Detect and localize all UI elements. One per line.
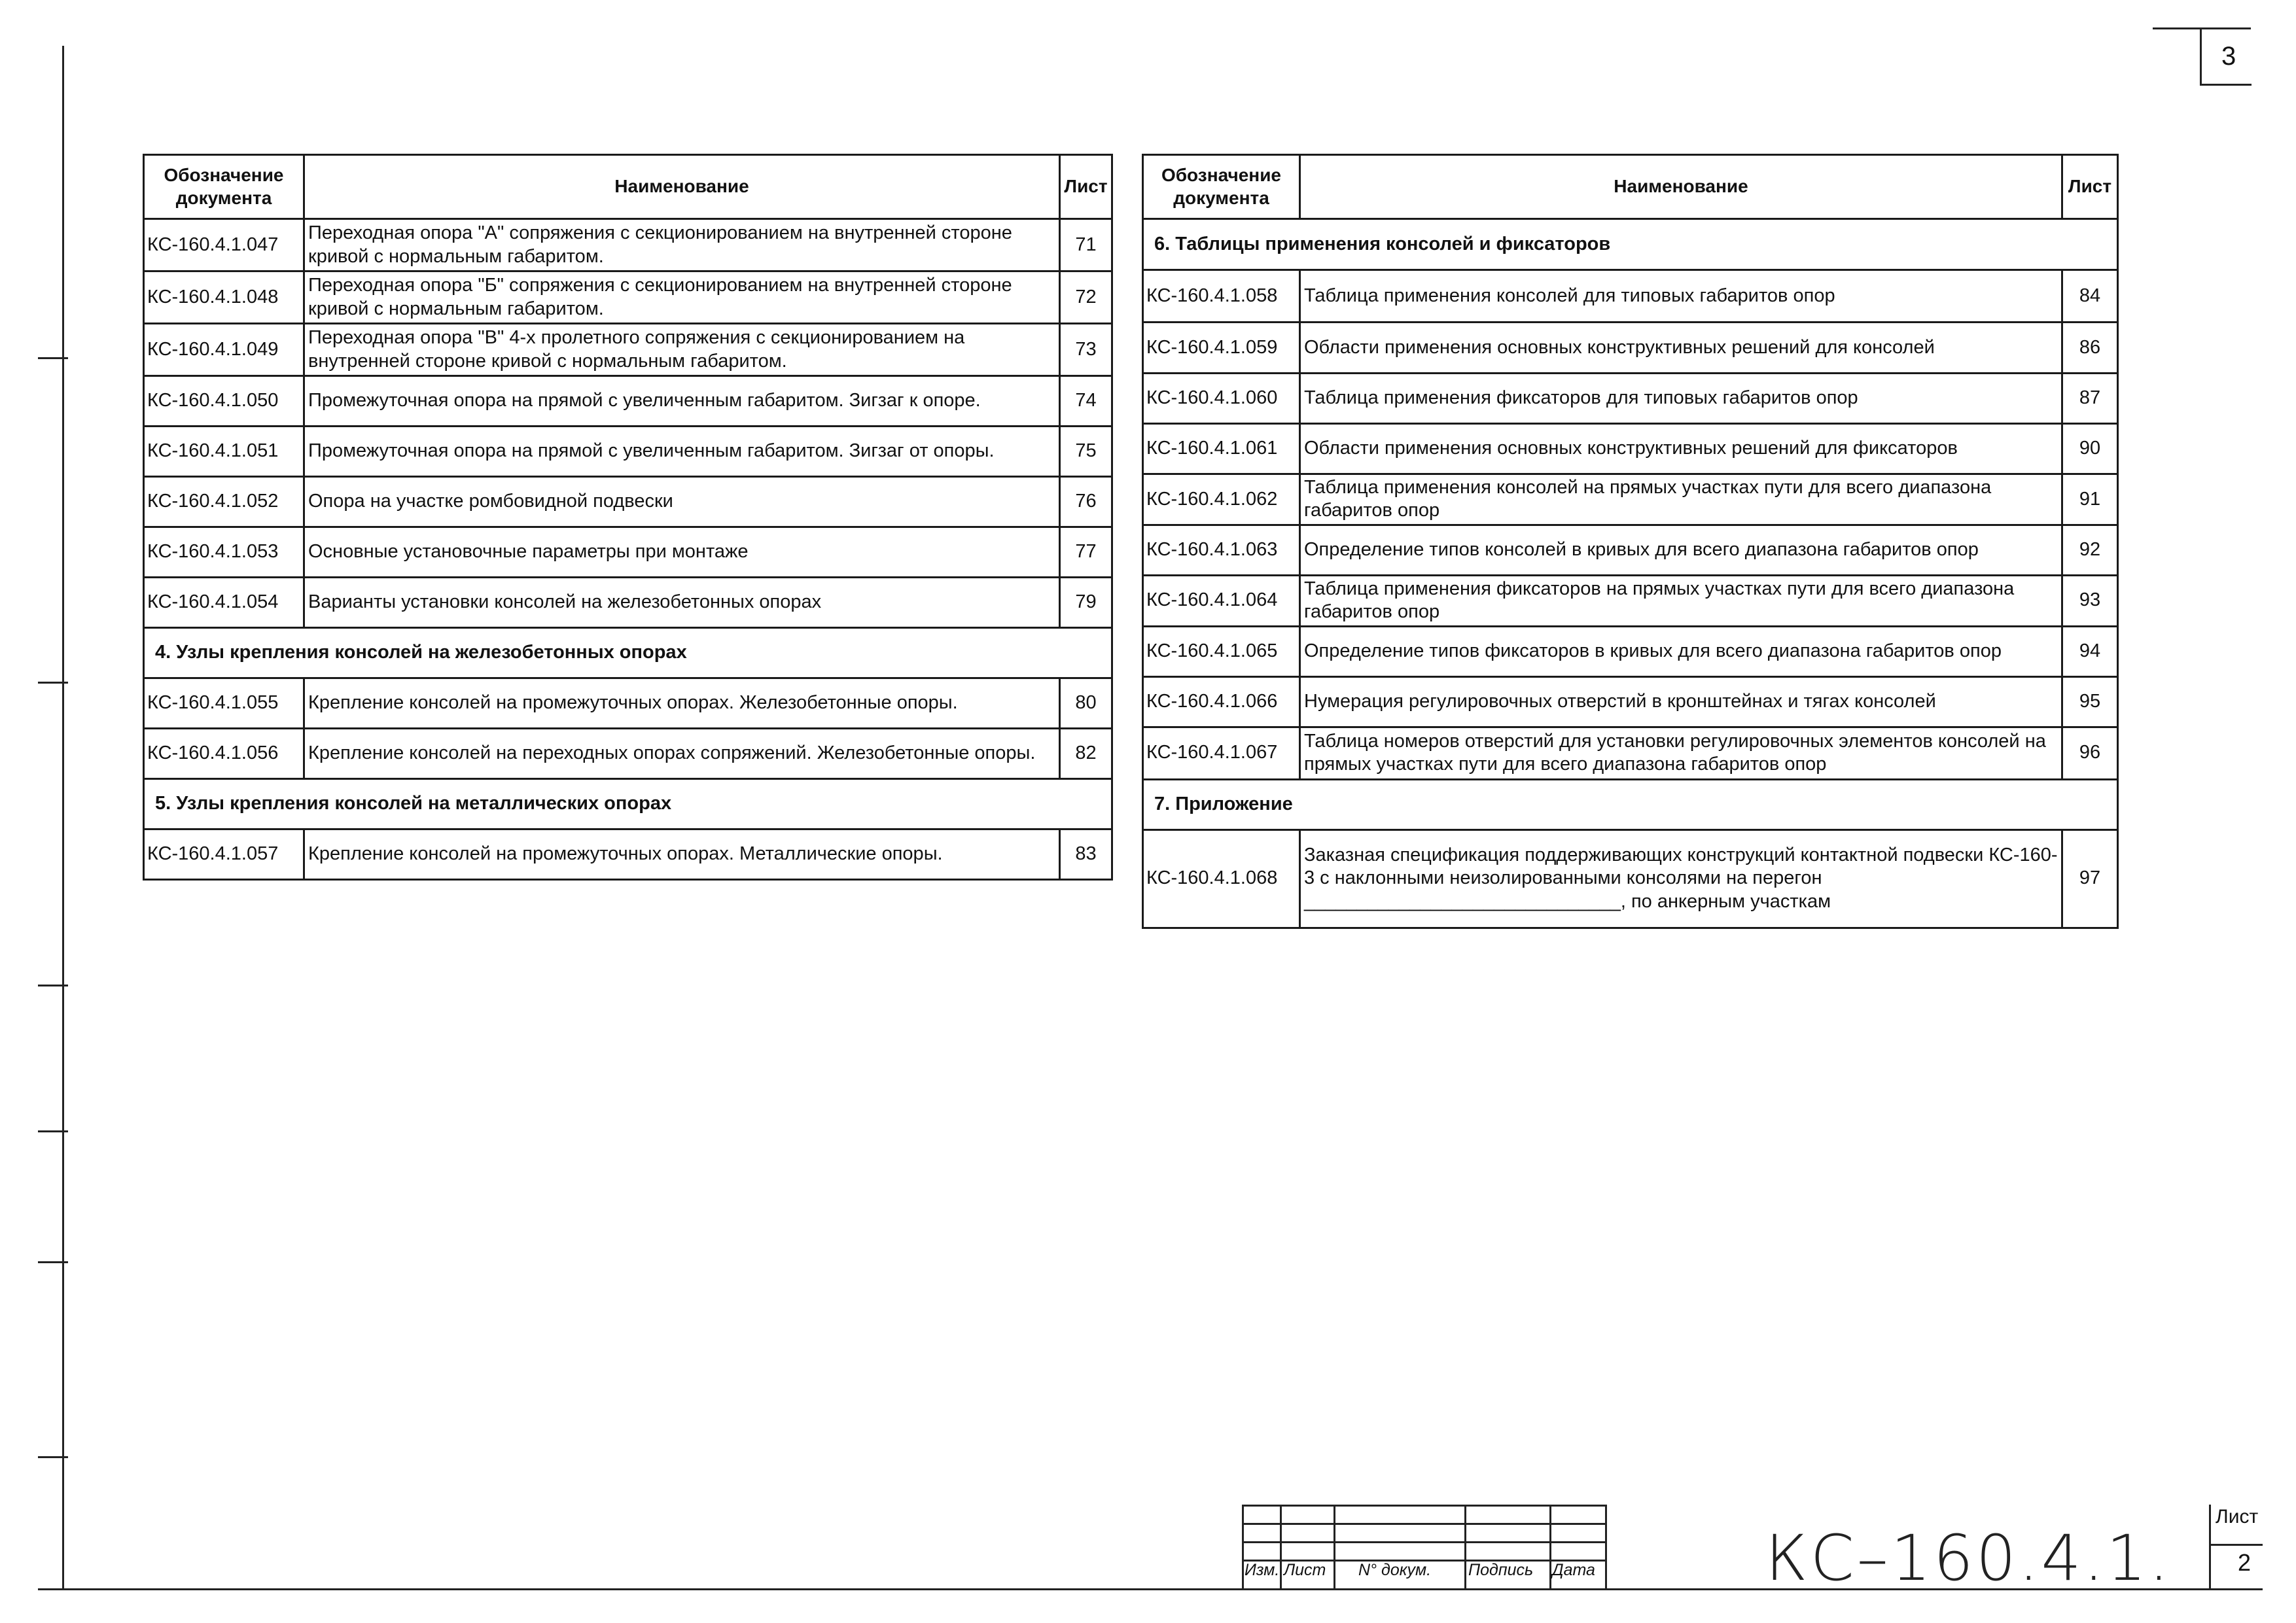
margin-tick (38, 1261, 68, 1263)
section-row (1143, 779, 2118, 829)
table-row (1143, 727, 2118, 779)
document-code-cell: КС-160.4.1.052 (144, 477, 304, 527)
contents-table-right (1142, 154, 2119, 929)
page-number-cell: 87 (2062, 374, 2118, 424)
document-code-cell: КС-160.4.1.054 (144, 578, 304, 628)
table-row (1143, 626, 2118, 676)
document-code-cell: КС-160.4.1.062 (1143, 474, 1300, 525)
page-number-cell: 90 (2062, 424, 2118, 474)
section-title: 7. Приложение (1143, 779, 2118, 829)
document-code-cell: КС-160.4.1.067 (1143, 727, 1300, 779)
page-number-cell: 71 (1060, 219, 1112, 271)
document-code-cell: КС-160.4.1.050 (144, 376, 304, 427)
document-name-cell: Переходная опора "В" 4-х пролетного сопряжения с секционированием на внутренней стороне кривой с нормальным габаритом. (304, 324, 1060, 376)
document-code-cell: КС-160.4.1.064 (1143, 575, 1300, 626)
page-number-cell: 80 (1060, 678, 1112, 729)
document-code-cell: КС-160.4.1.048 (144, 271, 304, 324)
header-code: Обозначение документа (144, 155, 304, 219)
page-number-cell: 75 (1060, 427, 1112, 477)
table-row (144, 729, 1112, 779)
page-number-cell: 73 (1060, 324, 1112, 376)
page-number-cell: 74 (1060, 376, 1112, 427)
page-number-cell: 91 (2062, 474, 2118, 525)
table-row (144, 271, 1112, 324)
document-name-cell: Крепление консолей на промежуточных опорах. Железобетонные опоры. (304, 678, 1060, 729)
table-header-row (1143, 155, 2118, 219)
table-row (144, 477, 1112, 527)
document-code-cell: КС-160.4.1.058 (1143, 270, 1300, 323)
document-name-cell: Переходная опора "А" сопряжения с секционированием на внутренней стороне кривой с нормальным габаритом. (304, 219, 1060, 271)
page-number-cell: 76 (1060, 477, 1112, 527)
table-row (144, 527, 1112, 578)
document-code-cell: КС-160.4.1.061 (1143, 424, 1300, 474)
page-number-cell: 93 (2062, 575, 2118, 626)
document-code-cell: КС-160.4.1.055 (144, 678, 304, 729)
document-code-cell: КС-160.4.1.057 (144, 829, 304, 880)
document-name-cell: Крепление консолей на промежуточных опорах. Металлические опоры. (304, 829, 1060, 880)
document-name-cell: Промежуточная опора на прямой с увеличенным габаритом. Зигзаг от опоры. (304, 427, 1060, 477)
document-name-cell: Таблица применения фиксаторов на прямых участках пути для всего диапазона габаритов опор (1300, 575, 2062, 626)
header-name: Наименование (1300, 155, 2062, 219)
table-row (144, 324, 1112, 376)
document-code-cell: КС-160.4.1.047 (144, 219, 304, 271)
page-number-cell: 96 (2062, 727, 2118, 779)
document-code-cell: КС-160.4.1.063 (1143, 525, 1300, 575)
document-code-cell: КС-160.4.1.049 (144, 324, 304, 376)
table-row (1143, 525, 2118, 575)
section-row (144, 779, 1112, 829)
document-code-cell: КС-160.4.1.051 (144, 427, 304, 477)
margin-tick (38, 985, 68, 986)
document-name-cell: Опора на участке ромбовидной подвески (304, 477, 1060, 527)
header-name: Наименование (304, 155, 1060, 219)
table-row (144, 427, 1112, 477)
section-title: 6. Таблицы применения консолей и фиксаторов (1143, 219, 2118, 270)
header-page: Лист (1060, 155, 1112, 219)
table-row (1143, 323, 2118, 374)
margin-tick (38, 1130, 68, 1132)
document-code-cell: КС-160.4.1.060 (1143, 374, 1300, 424)
document-code-cell: КС-160.4.1.059 (1143, 323, 1300, 374)
document-name-cell: Заказная спецификация поддерживающих конструкций контактной подвески КС-160-3 с наклонными неизолированными консолями на перегон ______________________________, по анкерным участкам (1300, 829, 2062, 928)
table-row (1143, 270, 2118, 323)
document-name-cell: Области применения основных конструктивных решений для фиксаторов (1300, 424, 2062, 474)
left-margin-line (62, 46, 64, 1590)
page-number-cell: 83 (1060, 829, 1112, 880)
stamp-sheet-label: Лист (2216, 1506, 2259, 1527)
document-name-cell: Таблица применения фиксаторов для типовых габаритов опор (1300, 374, 2062, 424)
table-row (144, 376, 1112, 427)
table-body-left (144, 219, 1112, 880)
page-number-cell: 79 (1060, 578, 1112, 628)
document-name-cell: Основные установочные параметры при монтаже (304, 527, 1060, 578)
table-row (1143, 676, 2118, 727)
stamp-sheet-value: 2 (2238, 1549, 2252, 1576)
margin-tick (38, 357, 68, 359)
title-block-stamp (1242, 1505, 2263, 1595)
page-number-cell: 84 (2062, 270, 2118, 323)
stamp-label-date: Дата (1552, 1561, 1595, 1579)
page-number-cell: 72 (1060, 271, 1112, 324)
sheet-number-box (2200, 27, 2252, 86)
document-name-cell: Таблица номеров отверстий для установки регулировочных элементов консолей на прямых участках пути для всего диапазона габаритов опор (1300, 727, 2062, 779)
table-row (1143, 424, 2118, 474)
table-row (144, 219, 1112, 271)
section-title: 5. Узлы крепления консолей на металлических опорах (144, 779, 1112, 829)
document-name-cell: Переходная опора "Б" сопряжения с секционированием на внутренней стороне кривой с нормальным габаритом. (304, 271, 1060, 324)
table-row (1143, 575, 2118, 626)
header-code: Обозначение документа (1143, 155, 1300, 219)
margin-tick (38, 682, 68, 684)
page-number-cell: 82 (1060, 729, 1112, 779)
document-name-cell: Крепление консолей на переходных опорах сопряжений. Железобетонные опоры. (304, 729, 1060, 779)
document-code: КС–160.4.1. (1765, 1522, 2172, 1595)
section-row (1143, 219, 2118, 270)
section-row (144, 628, 1112, 678)
document-name-cell: Области применения основных конструктивных решений для консолей (1300, 323, 2062, 374)
stamp-label-signature: Подпись (1468, 1561, 1534, 1579)
page-number-cell: 95 (2062, 676, 2118, 727)
contents-table-left (143, 154, 1113, 881)
document-name-cell: Нумерация регулировочных отверстий в кронштейнах и тягах консолей (1300, 676, 2062, 727)
stamp-label-sheet: Лист (1284, 1561, 1326, 1579)
document-name-cell: Варианты установки консолей на железобетонных опорах (304, 578, 1060, 628)
table-row (1143, 474, 2118, 525)
stamp-label-change: Изм. (1245, 1561, 1280, 1579)
table-row (144, 829, 1112, 880)
header-page: Лист (2062, 155, 2118, 219)
document-code-cell: КС-160.4.1.053 (144, 527, 304, 578)
document-code-cell: КС-160.4.1.066 (1143, 676, 1300, 727)
section-title: 4. Узлы крепления консолей на железобетонных опорах (144, 628, 1112, 678)
document-code-cell: КС-160.4.1.056 (144, 729, 304, 779)
table-row (1143, 829, 2118, 928)
document-name-cell: Определение типов фиксаторов в кривых для всего диапазона габаритов опор (1300, 626, 2062, 676)
margin-tick (38, 1456, 68, 1458)
sheet-number: 3 (2221, 42, 2236, 71)
table-body-right (1143, 219, 2118, 928)
table-row (1143, 374, 2118, 424)
page-number-cell: 77 (1060, 527, 1112, 578)
page-number-cell: 97 (2062, 829, 2118, 928)
table-row (144, 578, 1112, 628)
document-name-cell: Таблица применения консолей для типовых габаритов опор (1300, 270, 2062, 323)
page-number-cell: 92 (2062, 525, 2118, 575)
page-number-cell: 94 (2062, 626, 2118, 676)
table-header-row (144, 155, 1112, 219)
page-number-cell: 86 (2062, 323, 2118, 374)
table-row (144, 678, 1112, 729)
stamp-label-doc-number: N° докум. (1358, 1561, 1432, 1579)
document-name-cell: Таблица применения консолей на прямых участках пути для всего диапазона габаритов опор (1300, 474, 2062, 525)
document-name-cell: Определение типов консолей в кривых для всего диапазона габаритов опор (1300, 525, 2062, 575)
document-name-cell: Промежуточная опора на прямой с увеличенным габаритом. Зигзаг к опоре. (304, 376, 1060, 427)
document-code-cell: КС-160.4.1.065 (1143, 626, 1300, 676)
document-code-cell: КС-160.4.1.068 (1143, 829, 1300, 928)
